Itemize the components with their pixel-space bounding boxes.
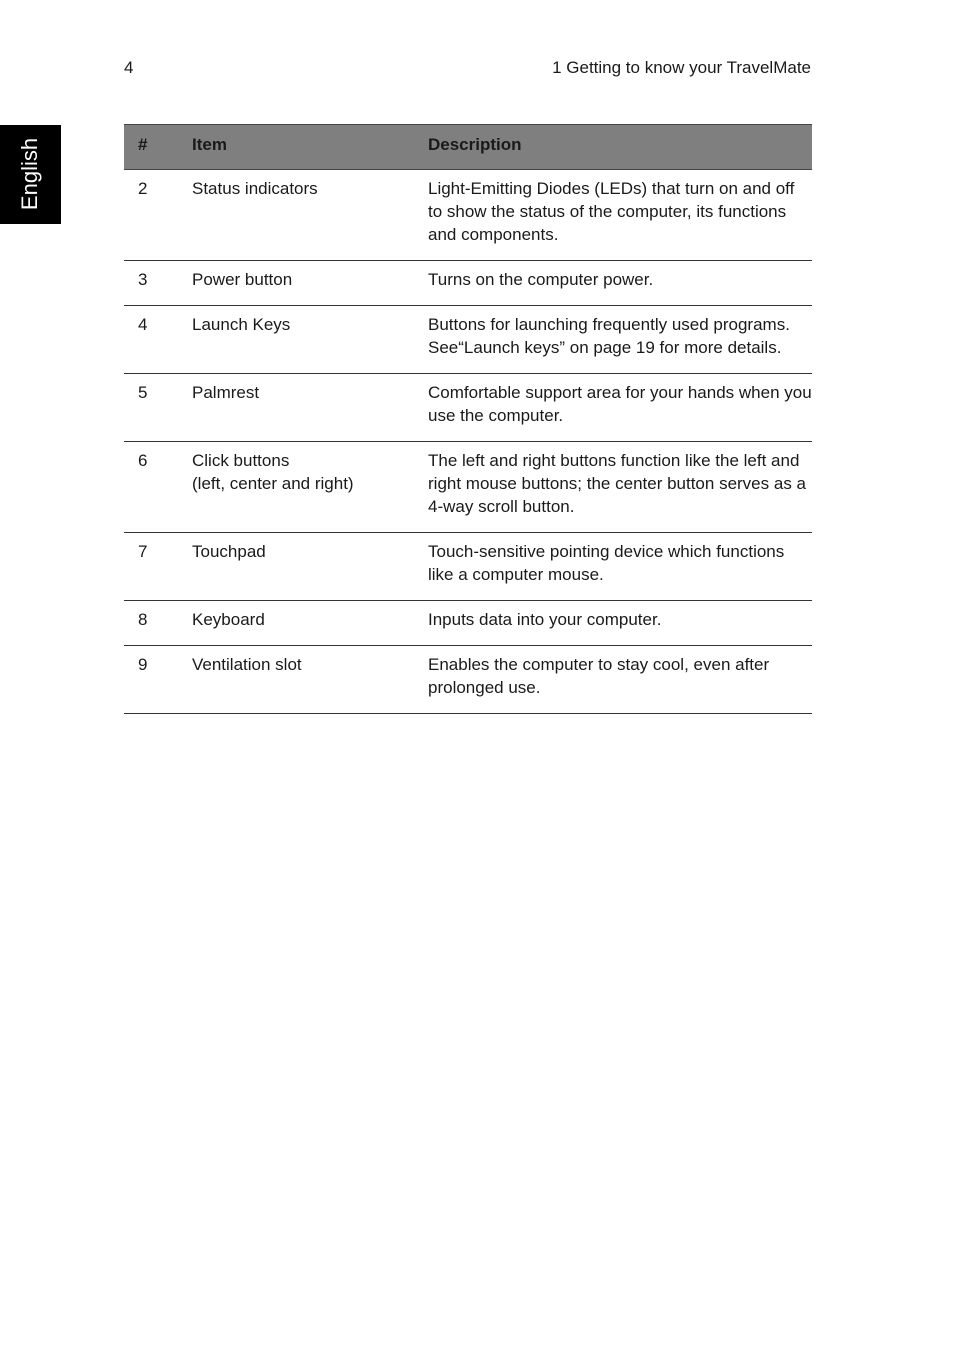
row-item: Status indicators [192, 179, 318, 198]
row-number: 6 [138, 451, 148, 470]
page-number: 4 [124, 58, 134, 77]
table-row [124, 261, 812, 306]
column-header-item: Item [192, 135, 227, 154]
language-tab-label: English [17, 137, 42, 211]
row-description: Buttons for launching frequently used programs. See“Launch keys” on page 19 for more details. [428, 315, 790, 357]
row-description: Inputs data into your computer. [428, 610, 662, 629]
table-row [124, 533, 812, 601]
row-number: 8 [138, 610, 148, 629]
table-row [124, 601, 812, 646]
row-number: 5 [138, 383, 148, 402]
row-item: Keyboard [192, 610, 265, 629]
row-description: Light-Emitting Diodes (LEDs) that turn on and off to show the status of the computer, its functions and components. [428, 179, 795, 244]
chapter-title: 1 Getting to know your TravelMate [552, 58, 811, 77]
table-row [124, 170, 812, 261]
row-number: 9 [138, 655, 148, 674]
row-description: Turns on the computer power. [428, 270, 654, 289]
column-header-description: Description [428, 135, 522, 154]
row-description: Comfortable support area for your hands when you use the computer. [428, 383, 812, 425]
row-item: Ventilation slot [192, 655, 302, 674]
table-row [124, 374, 812, 442]
row-item: Power button [192, 270, 293, 289]
column-header-number: # [138, 135, 148, 154]
row-item: Palmrest [192, 383, 260, 402]
components-table [124, 124, 812, 714]
row-item: Launch Keys [192, 315, 291, 334]
table-row [124, 442, 812, 533]
row-description: Touch-sensitive pointing device which functions like a computer mouse. [428, 542, 785, 584]
table-row [124, 646, 812, 714]
row-description: Enables the computer to stay cool, even after prolonged use. [428, 655, 770, 697]
row-number: 2 [138, 179, 148, 198]
row-number: 7 [138, 542, 148, 561]
row-item: Click buttons (left, center and right) [192, 451, 354, 493]
row-number: 3 [138, 270, 148, 289]
table-row [124, 306, 812, 374]
row-description: The left and right buttons function like the left and right mouse buttons; the center button serves as a 4-way scroll button. [428, 451, 806, 516]
row-item: Touchpad [192, 542, 266, 561]
table-header-row [124, 124, 812, 170]
row-number: 4 [138, 315, 148, 334]
